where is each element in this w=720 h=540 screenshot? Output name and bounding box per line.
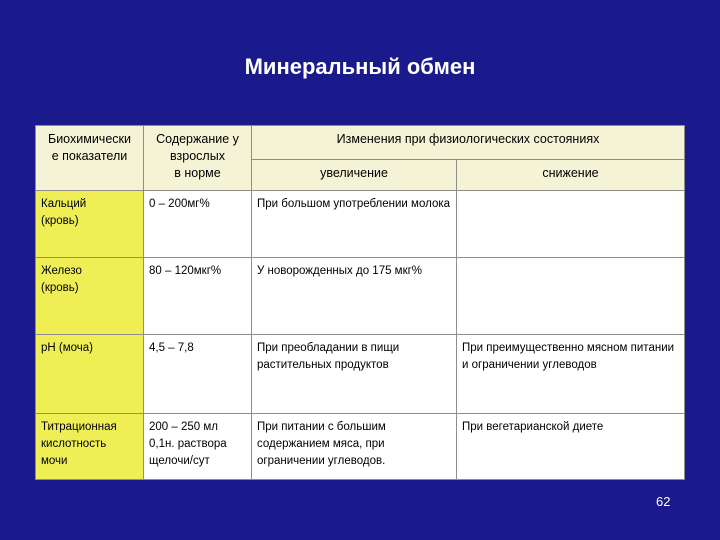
norm-line: 0,1н. раствора — [149, 438, 227, 450]
header-increase: увеличение — [252, 160, 457, 191]
row-indicator — [36, 191, 144, 258]
indicator-line: (кровь) — [41, 215, 79, 227]
norm-line: 200 – 250 мл — [149, 421, 218, 433]
table-row — [36, 191, 685, 258]
header-norm-line1: Содержание у — [156, 132, 239, 146]
header-norm — [144, 126, 252, 191]
row-indicator — [36, 335, 144, 414]
header-norm-line2: взрослых — [170, 149, 225, 163]
header-indicator — [36, 126, 144, 191]
indicator-line: Кальций — [41, 198, 87, 210]
table-row — [36, 414, 685, 480]
row-decrease — [457, 258, 685, 335]
header-indicator-line2: е показатели — [51, 149, 128, 163]
slide-title: Минеральный обмен — [244, 54, 476, 79]
mineral-metabolism-table — [35, 125, 685, 480]
row-norm: 80 – 120мкг% — [144, 258, 252, 335]
row-indicator — [36, 414, 144, 480]
row-indicator — [36, 258, 144, 335]
row-decrease: При преимущественно мясном питании и ограничении углеводов — [457, 335, 685, 414]
indicator-line: мочи — [41, 455, 68, 467]
row-increase: При большом употреблении молока — [252, 191, 457, 258]
row-norm: 0 – 200мг% — [144, 191, 252, 258]
indicator-line: кислотность — [41, 438, 107, 450]
row-increase: У новорожденных до 175 мкг% — [252, 258, 457, 335]
indicator-line: Титрационная — [41, 421, 117, 433]
row-norm: 4,5 – 7,8 — [144, 335, 252, 414]
norm-line: щелочи/сут — [149, 455, 210, 467]
header-changes: Изменения при физиологических состояниях — [252, 126, 685, 160]
header-norm-line3: в норме — [174, 166, 221, 180]
row-increase: При преобладании в пищи растительных продуктов — [252, 335, 457, 414]
row-norm — [144, 414, 252, 480]
header-decrease: снижение — [457, 160, 685, 191]
row-decrease: При вегетарианской диете — [457, 414, 685, 480]
row-increase: При питании с большим содержанием мяса, при ограничении углеводов. — [252, 414, 457, 480]
header-indicator-line1: Биохимически — [48, 132, 131, 146]
row-decrease — [457, 191, 685, 258]
indicator-line: Железо — [41, 265, 82, 277]
page-number: 62 — [656, 494, 671, 509]
table-row — [36, 258, 685, 335]
indicator-line: (кровь) — [41, 282, 79, 294]
indicator-line: pH (моча) — [41, 342, 93, 354]
table-row — [36, 335, 685, 414]
